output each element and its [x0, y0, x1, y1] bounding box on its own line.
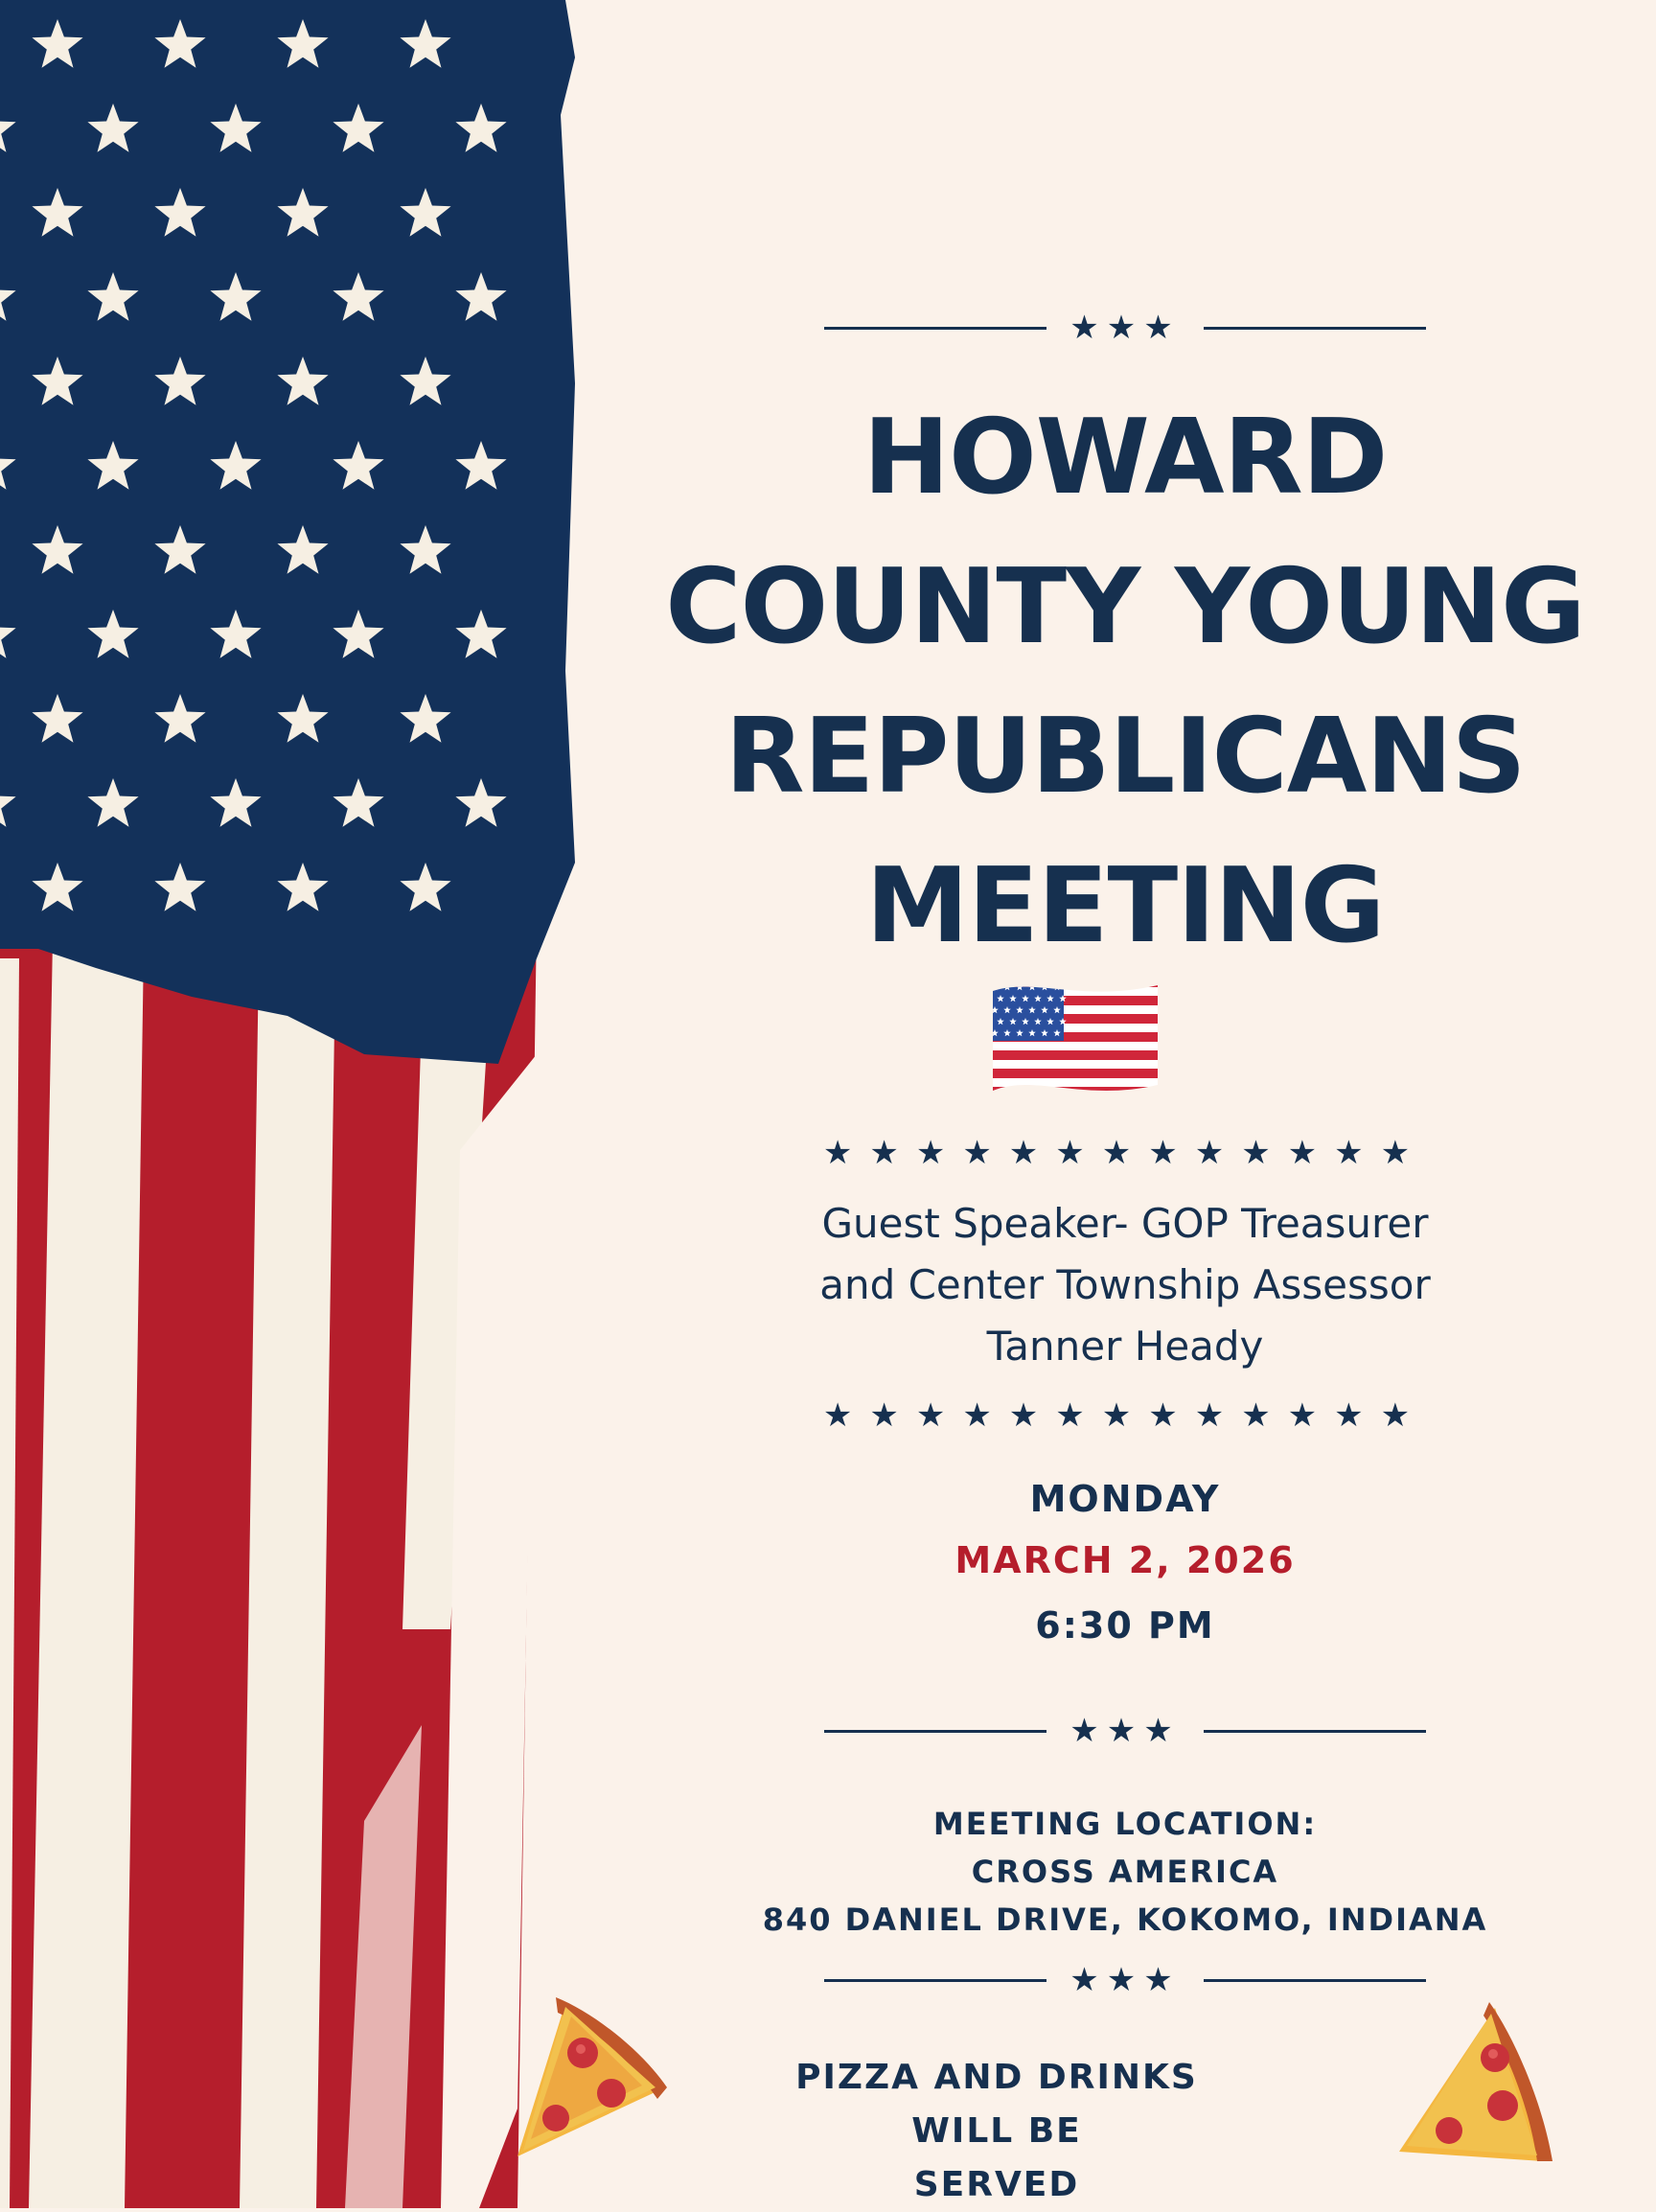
- divider-line: [824, 1979, 1046, 1982]
- food-line: PIZZA AND DRINKS WILL BE: [795, 2058, 1198, 2151]
- painted-flag-artwork: [0, 0, 594, 2208]
- location-line: 840 DANIEL DRIVE, KOKOMO, INDIANA: [762, 1901, 1488, 1938]
- speaker-line: Tanner Heady: [986, 1323, 1264, 1370]
- event-day: MONDAY: [1029, 1478, 1221, 1520]
- title-line: HOWARD: [862, 398, 1388, 518]
- us-flag-icon: [987, 978, 1163, 1098]
- top-divider: [594, 309, 1656, 347]
- divider-line: [824, 1730, 1046, 1733]
- divider-stars-icon: ★★★: [1070, 1712, 1181, 1750]
- flyer-content: [594, 0, 1656, 2208]
- food-line: SERVED: [913, 2165, 1080, 2204]
- location-line: CROSS AMERICA: [971, 1854, 1279, 1890]
- title-line: REPUBLICANS: [724, 697, 1526, 817]
- event-title: [594, 383, 1656, 981]
- divider-line: [1204, 1979, 1426, 1982]
- title-line: COUNTY YOUNG: [665, 547, 1585, 667]
- divider-line: [1204, 1730, 1426, 1733]
- event-time: 6:30 PM: [1035, 1604, 1215, 1647]
- guest-speaker: [594, 1193, 1656, 1377]
- speaker-line: and Center Township Assessor: [819, 1261, 1431, 1308]
- star-row-icon: ★★★★★★★★★★★★★: [822, 1396, 1428, 1435]
- location-line: MEETING LOCATION:: [932, 1806, 1318, 1842]
- divider-stars-icon: ★★★: [1070, 309, 1181, 347]
- food-note: [748, 2051, 1246, 2212]
- flag-canton: [0, 0, 575, 1064]
- divider-line: [1204, 327, 1426, 330]
- divider-stars-icon: ★★★: [1070, 1961, 1181, 1999]
- star-row-icon: ★★★★★★★★★★★★★: [822, 1134, 1428, 1172]
- mini-flag-star: [991, 983, 999, 990]
- pizza-slice-icon: [1390, 1998, 1562, 2171]
- bottom-divider: [594, 1961, 1656, 1999]
- pizza-slice-icon: [498, 1993, 671, 2166]
- meeting-location: [594, 1800, 1656, 1944]
- divider-line: [824, 327, 1046, 330]
- speaker-line: Guest Speaker- GOP Treasurer: [821, 1200, 1429, 1247]
- middle-divider: [594, 1712, 1656, 1750]
- title-line: MEETING: [865, 846, 1385, 966]
- flag-stripes: [0, 920, 537, 2208]
- event-date: MARCH 2, 2026: [954, 1539, 1296, 1581]
